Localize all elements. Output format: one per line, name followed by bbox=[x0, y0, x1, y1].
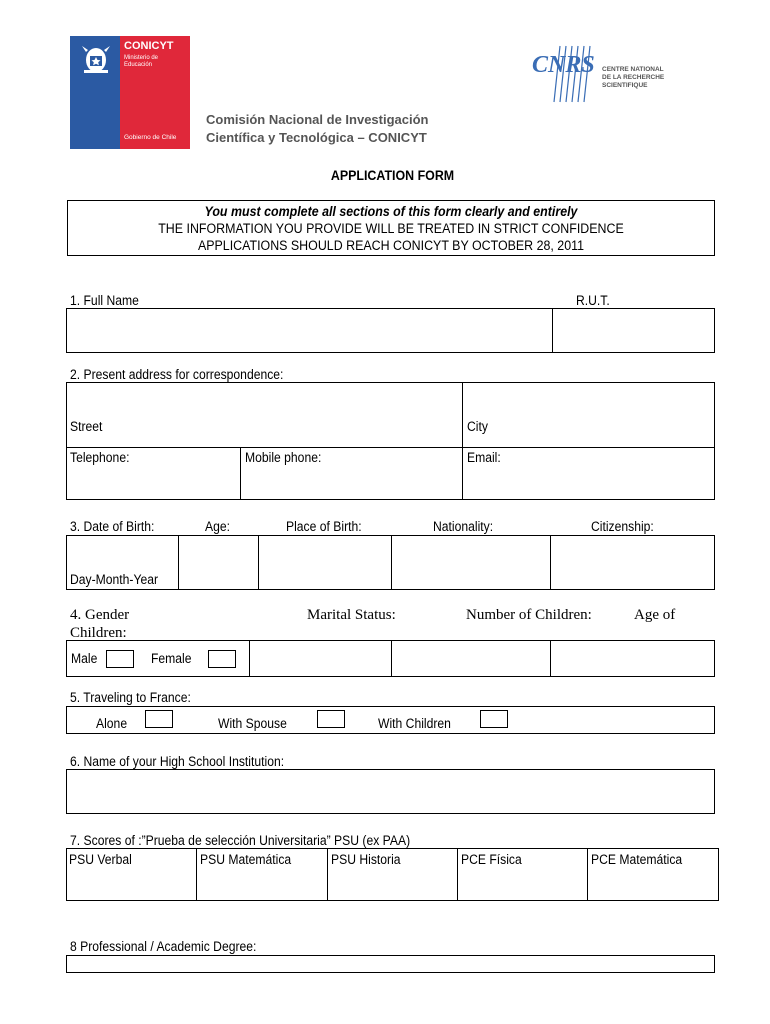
commission-name-line1: Comisión Nacional de Investigación bbox=[206, 112, 429, 127]
female-checkbox[interactable] bbox=[208, 650, 236, 668]
cnrs-logo-letters-top: CNRS bbox=[532, 52, 595, 78]
degree-field[interactable] bbox=[66, 955, 715, 973]
children-divider bbox=[550, 640, 551, 677]
rut-label: R.U.T. bbox=[576, 293, 610, 308]
nationality-label: Nationality: bbox=[433, 519, 494, 534]
psu-historia-cell[interactable]: PSU Historia bbox=[331, 852, 401, 867]
conicyt-logo-ministry-line1: Ministerio de bbox=[124, 55, 159, 61]
number-of-children-label: Number of Children: bbox=[466, 607, 592, 623]
psu-col-divider-1 bbox=[196, 848, 197, 901]
notice-line1: You must complete all sections of this form clearly and entirely bbox=[204, 204, 578, 219]
with-children-checkbox[interactable] bbox=[480, 710, 508, 728]
address-divider-mobile bbox=[240, 447, 241, 500]
cnrs-logo-line2: DE LA RECHERCHE bbox=[602, 74, 665, 81]
full-name-field[interactable] bbox=[66, 308, 553, 353]
travel-heading: 5. Traveling to France: bbox=[70, 690, 191, 705]
age-field-divider bbox=[258, 535, 259, 590]
dob-format-label: Day-Month-Year bbox=[70, 572, 159, 587]
pce-fisica-cell[interactable]: PCE Física bbox=[461, 852, 522, 867]
city-label[interactable]: City bbox=[467, 419, 488, 434]
dob-label: 3. Date of Birth: bbox=[70, 519, 155, 534]
cnrs-logo-line3: SCIENTIFIQUE bbox=[602, 82, 648, 89]
address-heading: 2. Present address for correspondence: bbox=[70, 367, 284, 382]
place-field-divider bbox=[391, 535, 392, 590]
rut-field[interactable] bbox=[552, 308, 715, 353]
marital-divider bbox=[391, 640, 392, 677]
male-label: Male bbox=[71, 651, 98, 666]
citizenship-label: Citizenship: bbox=[591, 519, 654, 534]
conicyt-logo-government: Gobierno de Chile bbox=[124, 134, 177, 141]
age-of-children-label: Age of bbox=[634, 607, 676, 623]
telephone-label[interactable]: Telephone: bbox=[70, 450, 130, 465]
age-label: Age: bbox=[205, 519, 231, 534]
conicyt-logo bbox=[70, 36, 190, 149]
with-spouse-checkbox[interactable] bbox=[317, 710, 345, 728]
psu-col-divider-2 bbox=[327, 848, 328, 901]
psu-matematica-cell[interactable]: PSU Matemática bbox=[200, 852, 292, 867]
female-label: Female bbox=[151, 651, 192, 666]
conicyt-logo-ministry-line2: Educación bbox=[124, 62, 153, 68]
address-divider-city bbox=[462, 382, 463, 500]
with-spouse-label: With Spouse bbox=[218, 716, 287, 731]
gender-label: 4. Gender bbox=[70, 607, 130, 623]
psu-col-divider-3 bbox=[457, 848, 458, 901]
notice-line2: THE INFORMATION YOU PROVIDE WILL BE TREATED IN STRICT CONFIDENCE bbox=[158, 221, 624, 236]
form-title: APPLICATION FORM bbox=[330, 168, 455, 183]
dob-field-divider bbox=[178, 535, 179, 590]
age-of-children-label-cont: Children: bbox=[70, 625, 127, 641]
commission-name-line2: Científica y Tecnológica – CONICYT bbox=[206, 130, 427, 145]
chile-coat-of-arms-icon bbox=[76, 42, 116, 76]
psu-verbal-cell[interactable]: PSU Verbal bbox=[69, 852, 132, 867]
cnrs-logo-mark bbox=[530, 44, 600, 104]
conicyt-logo-red-panel bbox=[120, 36, 190, 149]
street-label[interactable]: Street bbox=[70, 419, 103, 434]
conicyt-logo-name: CONICYT bbox=[124, 40, 174, 52]
with-children-label: With Children bbox=[378, 716, 451, 731]
address-table bbox=[66, 382, 715, 500]
psu-scores-heading: 7. Scores of :”Prueba de selección Universitaria” PSU (ex PAA) bbox=[70, 833, 411, 848]
gender-divider bbox=[249, 640, 250, 677]
male-checkbox[interactable] bbox=[106, 650, 134, 668]
nationality-field-divider bbox=[550, 535, 551, 590]
high-school-field[interactable] bbox=[66, 769, 715, 814]
pce-matematica-cell[interactable]: PCE Matemática bbox=[591, 852, 683, 867]
degree-heading: 8 Professional / Academic Degree: bbox=[70, 939, 257, 954]
mobile-phone-label[interactable]: Mobile phone: bbox=[245, 450, 322, 465]
notice-line3: APPLICATIONS SHOULD REACH CONICYT BY OCTOBER 28, 2011 bbox=[197, 238, 585, 253]
place-of-birth-label: Place of Birth: bbox=[286, 519, 362, 534]
email-label[interactable]: Email: bbox=[467, 450, 501, 465]
address-row-divider bbox=[66, 447, 715, 448]
alone-label: Alone bbox=[96, 716, 128, 731]
alone-checkbox[interactable] bbox=[145, 710, 173, 728]
cnrs-logo bbox=[530, 44, 680, 104]
full-name-label: 1. Full Name bbox=[70, 293, 139, 308]
high-school-heading: 6. Name of your High School Institution: bbox=[70, 754, 285, 769]
psu-col-divider-4 bbox=[587, 848, 588, 901]
cnrs-logo-line1: CENTRE NATIONAL bbox=[602, 66, 664, 73]
marital-status-label: Marital Status: bbox=[307, 607, 396, 623]
